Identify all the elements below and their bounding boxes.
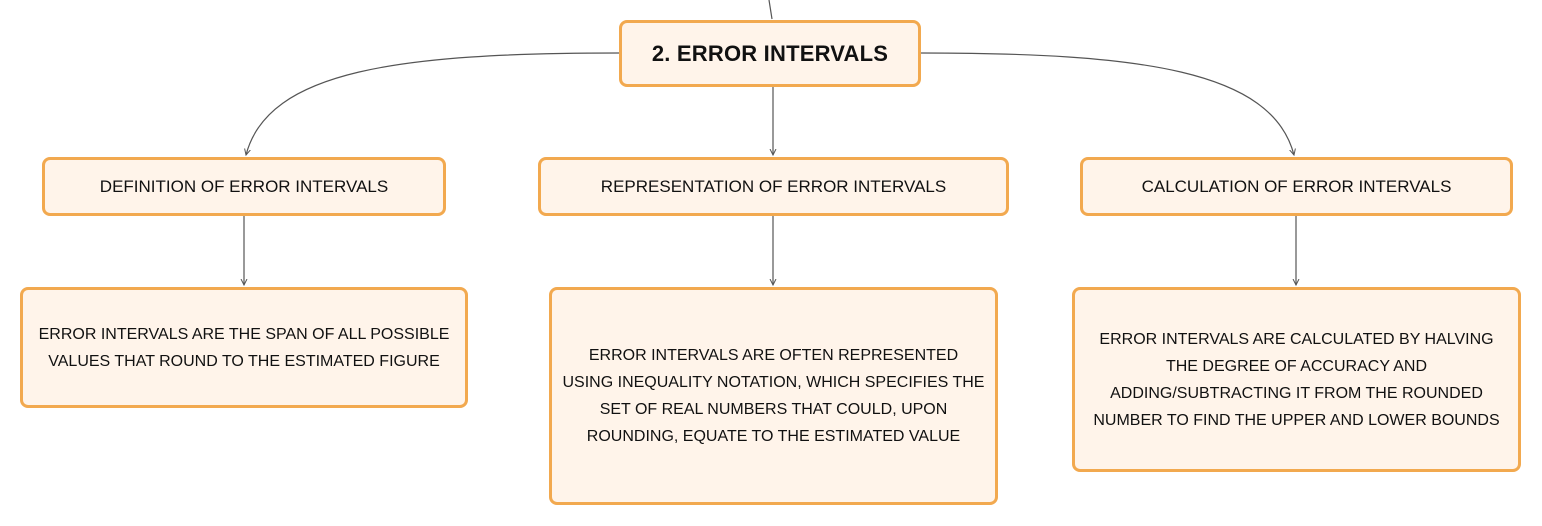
connector-root-to-definition: [246, 53, 619, 155]
detail-node-text: ERROR INTERVALS ARE CALCULATED BY HALVING THE DEGREE OF ACCURACY AND ADDING/SUBTRACTING IT FROM THE ROUNDED NUMBER TO FIND THE UPPER AND LOWER BOUNDS: [1093, 330, 1500, 429]
root-node-label: 2. ERROR INTERVALS: [651, 40, 889, 66]
topic-node-label: CALCULATION OF ERROR INTERVALS: [1141, 176, 1452, 196]
detail-node-definition[interactable]: [20, 287, 468, 408]
topic-node-definition[interactable]: [42, 157, 446, 216]
detail-node-text: ERROR INTERVALS ARE THE SPAN OF ALL POSSIBLE VALUES THAT ROUND TO THE ESTIMATED FIGURE: [38, 325, 450, 370]
detail-node-text: ERROR INTERVALS ARE OFTEN REPRESENTED USING INEQUALITY NOTATION, WHICH SPECIFIES THE SET OF REAL NUMBERS THAT COULD, UPON ROUNDING, EQUATE TO THE ESTIMATED VALUE: [562, 347, 985, 445]
detail-node-representation[interactable]: [549, 287, 998, 505]
topic-node-label: DEFINITION OF ERROR INTERVALS: [99, 176, 389, 196]
topic-node-representation[interactable]: [538, 157, 1009, 216]
topic-node-label: REPRESENTATION OF ERROR INTERVALS: [600, 176, 947, 196]
connector-from-parent: [769, 0, 772, 19]
topic-node-calculation[interactable]: [1080, 157, 1513, 216]
connector-root-to-calculation: [921, 53, 1294, 155]
root-node[interactable]: [619, 20, 921, 87]
detail-node-calculation[interactable]: [1072, 287, 1521, 472]
